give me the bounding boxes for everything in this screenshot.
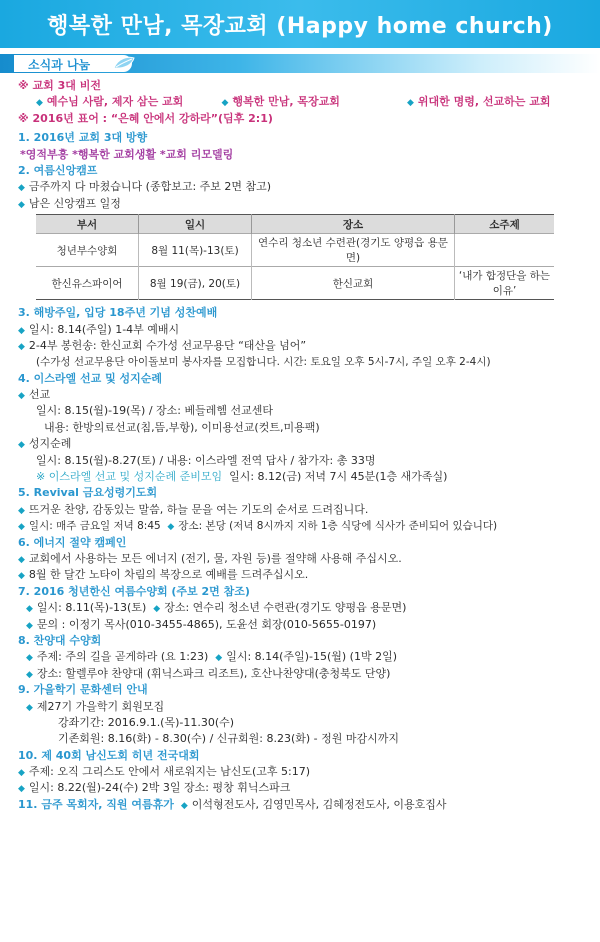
bullet-icon: ◆ [26, 653, 33, 664]
section-heading: 8. 찬양대 수양회 [18, 633, 102, 647]
vision-title: ※ 교회 3대 비전 [18, 79, 101, 92]
section-heading: 5. Revival 금요성령기도회 [18, 486, 158, 500]
table-cell: 청년부수양회 [36, 234, 139, 267]
table-row [36, 234, 554, 267]
list-subitem: 일시: 8.15(월)-8.27(토) / 내용: 이스라엘 전역 답사 / 참가자: 총 33명 [36, 453, 376, 467]
list-item: ◆ 주제: 오직 그리스도 안에서 새로워지는 남신도(고후 5:17) [18, 765, 311, 779]
list-item: ◆ 교회에서 사용하는 모든 에너지 (전기, 물, 자원 등)를 절약해 사용해 주십시오. [18, 551, 402, 565]
camp-schedule-table [36, 214, 554, 300]
list-subitem: 기존회원: 8.16(화) - 8.30(수) / 신규회원: 8.23(화) - 정원 마감시까지 [58, 732, 400, 746]
table-header: 부서 [36, 215, 139, 234]
table-cell: 8월 11(목)-13(토) [139, 234, 252, 267]
table-header: 소주제 [455, 215, 555, 234]
list-item: ◆ 일시: 매주 금요일 저녁 8:45 ◆ 장소: 본당 (저녁 8시까지 지하 1층 식당에 식사가 준비되어 있습니다) [18, 520, 498, 533]
table-cell: ‘내가 합정단을 하는 이유’ [455, 267, 555, 300]
list-subitem: (수가성 선교무용단 아이돌보미 봉사자를 모집합니다. 시간: 토요일 오후 5시-7시, 주일 오후 2-4시) [36, 356, 491, 369]
bullet-icon: ◆ [180, 800, 188, 811]
list-item: ◆ 선교 [18, 388, 51, 402]
header-banner [0, 0, 600, 48]
bullet-icon: ◆ [18, 391, 25, 402]
list-subitem: 일시: 8.15(월)-19(목) / 장소: 베들레헴 선교센타 [36, 404, 273, 418]
list-item: ◆ 일시: 8.11(목)-13(토) ◆ 장소: 연수리 청소년 수련관(경기도 양평읍 용문면) [26, 601, 407, 615]
bullet-icon: ◆ [18, 341, 25, 352]
bullet-icon: ◆ [26, 604, 33, 615]
vacation-line: 11. 금주 목회자, 직원 여름휴가 ◆ 이석형전도사, 김영민목사, 김혜정전도사, 이용호집사 [18, 797, 447, 811]
vision-item: ◆ 예수님 사람, 제자 삼는 교회 [36, 95, 184, 109]
bullet-icon: ◆ [18, 768, 25, 779]
news-content [18, 78, 588, 813]
section-heading: 4. 이스라엘 선교 및 성지순례 [18, 371, 163, 385]
section-heading: 11. 금주 목회자, 직원 여름휴가 [18, 797, 174, 811]
table-cell [455, 234, 555, 267]
vision-list [18, 94, 588, 110]
section-heading: 6. 에너지 절약 캠페인 [18, 535, 127, 549]
list-item: ◆ 뜨거운 찬양, 감동있는 말씀, 하늘 문을 여는 기도의 순서로 드려집니다. [18, 502, 369, 516]
bullet-icon: ◆ [18, 183, 25, 194]
list-item: ◆ 일시: 8.14(주일) 1-4부 예배시 [18, 322, 180, 336]
bullet-icon: ◆ [18, 571, 25, 582]
bullet-icon: ◆ [26, 702, 33, 713]
bullet-icon: ◆ [18, 522, 25, 533]
list-subitem: 강좌기간: 2016.9.1.(목)-11.30(수) [58, 715, 235, 729]
section-heading: 1. 2016년 교회 3대 방향 [18, 131, 148, 145]
year-motto: ※ 2016년 표어 : “은혜 안에서 강하라”(딤후 2:1) [18, 111, 273, 125]
list-item: ◆ 주제: 주의 길을 곧게하라 (요 1:23) ◆ 일시: 8.14(주일)-15(월) (1박 2일) [26, 650, 397, 664]
bullet-icon: ◆ [18, 325, 25, 336]
vision-item: ◆ 위대한 명령, 선교하는 교회 [407, 95, 551, 109]
direction-line: *영적부흥 *행복한 교회생활 *교회 리모델링 [20, 147, 234, 161]
bullet-icon: ◆ [18, 784, 25, 795]
section-heading: 3. 해방주일, 입당 18주년 기념 성찬예배 [18, 306, 218, 320]
section-heading: 7. 2016 청년한신 여름수양회 (주보 2면 참조) [18, 584, 250, 598]
bullet-icon: ◆ [26, 669, 33, 680]
table-cell: 8월 19(금), 20(토) [139, 267, 252, 300]
bullet-icon: ◆ [167, 522, 175, 533]
table-cell: 연수리 청소년 수련관(경기도 양평읍 용문면) [252, 234, 455, 267]
bullet-icon: ◆ [26, 620, 33, 631]
list-item: ◆ 제27기 가을학기 회원모집 [26, 699, 165, 713]
table-header: 일시 [139, 215, 252, 234]
section-heading: 2. 여름신앙캠프 [18, 163, 98, 177]
section-heading: 10. 제 40회 남신도회 히년 전국대회 [18, 748, 200, 762]
bullet-icon: ◆ [18, 554, 25, 565]
list-item: ◆ 장소: 할렐루야 찬양대 (휘닉스파크 리조트), 호산나찬양대(충청북도 단양) [26, 666, 391, 680]
table-row [36, 267, 554, 300]
list-item: ◆ 8월 한 달간 노타이 차림의 복장으로 예배를 드려주십시오. [18, 568, 309, 582]
bullet-icon: ◆ [18, 440, 25, 451]
list-subitem: 내용: 한방의료선교(침,뜸,부항), 이미용선교(컷트,미용팩) [44, 420, 320, 434]
list-item: ◆ 성지순례 [18, 437, 72, 451]
bullet-icon: ◆ [18, 199, 25, 210]
section-heading: 9. 가을학기 문화센터 안내 [18, 683, 148, 697]
section-title: 소식과 나눔 [28, 58, 91, 72]
church-title: 행복한 만남, 목장교회 (Happy home church) [47, 14, 553, 39]
bullet-icon: ◆ [215, 653, 223, 664]
list-item: ◆ 금주까지 다 마쳤습니다 (종합보고: 주보 2면 참고) [18, 180, 272, 194]
list-item: ◆ 일시: 8.22(월)-24(수) 2박 3일 장소: 평창 휘닉스파크 [18, 781, 291, 795]
table-cell: 한신교회 [252, 267, 455, 300]
list-item: ◆ 남은 신앙캠프 일정 [18, 196, 121, 210]
bullet-icon: ◆ [153, 604, 161, 615]
vision-item: ◆ 행복한 만남, 목장교회 [221, 95, 340, 109]
list-subitem: ※ 이스라엘 선교 및 성지순례 준비모임 일시: 8.12(금) 저녁 7시 45분(1층 새가족실) [36, 470, 448, 484]
bullet-icon: ◆ [18, 505, 25, 516]
table-header: 장소 [252, 215, 455, 234]
table-cell: 한신유스파이어 [36, 267, 139, 300]
list-item: ◆ 문의 : 이정기 목사(010-3455-4865), 도윤선 회장(010-5655-0197) [26, 617, 377, 631]
leaf-icon [112, 55, 136, 71]
list-item: ◆ 2-4부 봉헌송: 한신교회 수가성 선교무용단 “태산을 넘어” [18, 338, 307, 352]
